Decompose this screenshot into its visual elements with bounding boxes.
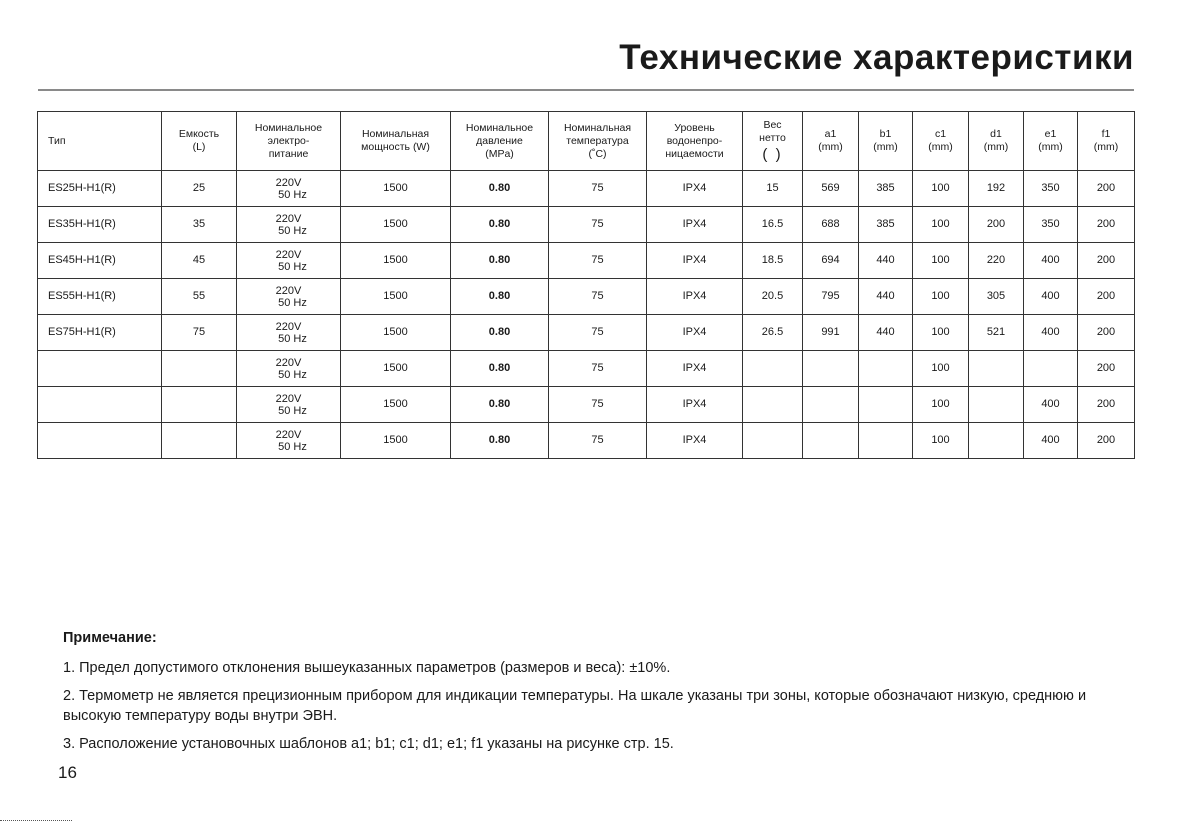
header-e1: e1 (mm) (1024, 112, 1078, 171)
cell-c1: 100 (913, 387, 969, 423)
header-b1: b1 (mm) (859, 112, 913, 171)
cell-power: 1500 (341, 315, 451, 351)
cell-pressure: 0.80 (451, 387, 549, 423)
cell-e1: 350 (1024, 207, 1078, 243)
cell-frequency: 50 Hz (278, 404, 307, 417)
header-pressure: Номинальное давление (MPa) (451, 112, 549, 171)
table-row (38, 351, 1135, 387)
cell-ip: IPX4 (647, 243, 743, 279)
cell-voltage: 220V (275, 212, 302, 225)
cell-pressure: 0.80 (451, 423, 549, 459)
cell-power: 1500 (341, 243, 451, 279)
cell-ip: IPX4 (647, 315, 743, 351)
cell-temp: 75 (549, 387, 647, 423)
note-1: 1. Предел допустимого отклонения вышеуказанных параметров (размеров и веса): ±10%. (63, 660, 671, 676)
header-waterproof: Уровень водонепро- ницаемости (647, 112, 743, 171)
cell-a1 (803, 423, 859, 459)
cell-power-supply (237, 279, 341, 315)
cell-pressure: 0.80 (451, 315, 549, 351)
cell-ip: IPX4 (647, 351, 743, 387)
cell-e1: 400 (1024, 243, 1078, 279)
cell-power: 1500 (341, 171, 451, 207)
cell-c1: 100 (913, 315, 969, 351)
cell-temp: 75 (549, 315, 647, 351)
cell-capacity: 75 (162, 315, 237, 351)
cell-temp: 75 (549, 243, 647, 279)
table-row (38, 423, 1135, 459)
cell-capacity (162, 387, 237, 423)
note-2: 2. Термометр не является прецизионным прибором для индикации температуры. На шкале указаны три зоны, которые обозначают низкую, среднюю и высокую температуру воды внутри ЭВН. (63, 688, 1087, 724)
cell-pressure: 0.80 (451, 171, 549, 207)
table-row (38, 207, 1135, 243)
cell-d1: 521 (969, 315, 1024, 351)
cell-f1: 200 (1078, 243, 1135, 279)
header-f1: f1 (mm) (1078, 112, 1135, 171)
cell-b1: 440 (859, 315, 913, 351)
cell-d1 (969, 387, 1024, 423)
cell-temp: 75 (549, 423, 647, 459)
cell-type: ES45H-H1(R) (38, 243, 162, 279)
cell-b1: 440 (859, 243, 913, 279)
table-body (38, 171, 1135, 459)
cell-weight: 20.5 (743, 279, 803, 315)
cell-a1: 991 (803, 315, 859, 351)
page-title: Технические характеристики (619, 38, 1134, 77)
cell-b1 (859, 387, 913, 423)
cell-power: 1500 (341, 423, 451, 459)
cell-power-supply (237, 315, 341, 351)
cell-type: ES55H-H1(R) (38, 279, 162, 315)
header-capacity: Емкость (L) (162, 112, 237, 171)
cell-c1: 100 (913, 207, 969, 243)
cell-f1: 200 (1078, 387, 1135, 423)
page-number: 16 (58, 763, 77, 782)
cell-e1: 400 (1024, 423, 1078, 459)
cell-weight: 15 (743, 171, 803, 207)
table-header-row (38, 112, 1135, 171)
cell-b1: 385 (859, 171, 913, 207)
table-row (38, 279, 1135, 315)
cell-f1: 200 (1078, 207, 1135, 243)
cell-e1 (1024, 351, 1078, 387)
cell-weight: 16.5 (743, 207, 803, 243)
table-row (38, 171, 1135, 207)
cell-e1: 350 (1024, 171, 1078, 207)
cell-ip: IPX4 (647, 171, 743, 207)
cell-type (38, 387, 162, 423)
cell-ip: IPX4 (647, 387, 743, 423)
cell-temp: 75 (549, 279, 647, 315)
cell-frequency: 50 Hz (278, 188, 307, 201)
cell-capacity: 55 (162, 279, 237, 315)
cell-d1: 200 (969, 207, 1024, 243)
cell-power-supply (237, 243, 341, 279)
cell-type (38, 423, 162, 459)
header-type: Тип (38, 112, 162, 171)
cell-power: 1500 (341, 351, 451, 387)
cell-e1: 400 (1024, 387, 1078, 423)
note-3: 3. Расположение установочных шаблонов a1; b1; c1; d1; e1; f1 указаны на рисунке стр. 15. (63, 736, 674, 752)
cell-voltage: 220V (275, 176, 302, 189)
cell-b1 (859, 423, 913, 459)
cell-weight: 18.5 (743, 243, 803, 279)
cell-f1: 200 (1078, 171, 1135, 207)
title-divider (38, 89, 1134, 91)
cell-voltage: 220V (275, 356, 302, 369)
header-weight: Вес нетто ( ) (743, 112, 803, 171)
cell-a1: 795 (803, 279, 859, 315)
cell-f1: 200 (1078, 423, 1135, 459)
cell-weight (743, 387, 803, 423)
cell-temp: 75 (549, 351, 647, 387)
header-c1: c1 (mm) (913, 112, 969, 171)
cell-capacity: 35 (162, 207, 237, 243)
cell-type: ES75H-H1(R) (38, 315, 162, 351)
cell-pressure: 0.80 (451, 207, 549, 243)
cell-ip: IPX4 (647, 207, 743, 243)
header-power: Номинальная мощность (W) (341, 112, 451, 171)
header-power-supply: Номинальное электро- питание (237, 112, 341, 171)
header-temperature: Номинальная температура (˚C) (549, 112, 647, 171)
cell-frequency: 50 Hz (278, 260, 307, 273)
cell-e1: 400 (1024, 279, 1078, 315)
cell-f1: 200 (1078, 351, 1135, 387)
cell-c1: 100 (913, 171, 969, 207)
cell-a1 (803, 387, 859, 423)
cell-d1 (969, 423, 1024, 459)
cell-power-supply (237, 351, 341, 387)
cell-voltage: 220V (275, 392, 302, 405)
cell-c1: 100 (913, 279, 969, 315)
cell-a1: 694 (803, 243, 859, 279)
cell-temp: 75 (549, 171, 647, 207)
cell-type: ES25H-H1(R) (38, 171, 162, 207)
cell-power-supply (237, 171, 341, 207)
cell-d1: 192 (969, 171, 1024, 207)
cell-capacity (162, 351, 237, 387)
cell-power: 1500 (341, 387, 451, 423)
cell-d1 (969, 351, 1024, 387)
specifications-table (37, 111, 1135, 459)
cell-weight (743, 351, 803, 387)
cell-frequency: 50 Hz (278, 368, 307, 381)
cell-c1: 100 (913, 423, 969, 459)
notes-heading: Примечание: (63, 630, 157, 646)
table-row (38, 243, 1135, 279)
cell-capacity: 45 (162, 243, 237, 279)
header-d1: d1 (mm) (969, 112, 1024, 171)
cell-power: 1500 (341, 279, 451, 315)
cell-a1 (803, 351, 859, 387)
cell-c1: 100 (913, 243, 969, 279)
cell-capacity (162, 423, 237, 459)
cell-voltage: 220V (275, 320, 302, 333)
cell-temp: 75 (549, 207, 647, 243)
cell-frequency: 50 Hz (278, 332, 307, 345)
cell-power: 1500 (341, 207, 451, 243)
cell-type: ES35H-H1(R) (38, 207, 162, 243)
cell-d1: 220 (969, 243, 1024, 279)
cell-b1: 385 (859, 207, 913, 243)
cell-weight (743, 423, 803, 459)
cell-voltage: 220V (275, 284, 302, 297)
cell-frequency: 50 Hz (278, 440, 307, 453)
cell-pressure: 0.80 (451, 243, 549, 279)
table-row (38, 315, 1135, 351)
cell-type (38, 351, 162, 387)
notes-section (63, 628, 1143, 762)
footer-dotted-rule (0, 820, 72, 821)
cell-frequency: 50 Hz (278, 224, 307, 237)
cell-voltage: 220V (275, 248, 302, 261)
header-a1: a1 (mm) (803, 112, 859, 171)
cell-weight: 26.5 (743, 315, 803, 351)
table-row (38, 387, 1135, 423)
cell-e1: 400 (1024, 315, 1078, 351)
cell-voltage: 220V (275, 428, 302, 441)
cell-power-supply (237, 207, 341, 243)
cell-b1: 440 (859, 279, 913, 315)
cell-capacity: 25 (162, 171, 237, 207)
cell-frequency: 50 Hz (278, 296, 307, 309)
cell-f1: 200 (1078, 315, 1135, 351)
cell-pressure: 0.80 (451, 351, 549, 387)
cell-d1: 305 (969, 279, 1024, 315)
cell-a1: 569 (803, 171, 859, 207)
cell-c1: 100 (913, 351, 969, 387)
cell-f1: 200 (1078, 279, 1135, 315)
cell-power-supply (237, 423, 341, 459)
cell-b1 (859, 351, 913, 387)
cell-a1: 688 (803, 207, 859, 243)
cell-ip: IPX4 (647, 279, 743, 315)
cell-pressure: 0.80 (451, 279, 549, 315)
cell-ip: IPX4 (647, 423, 743, 459)
cell-power-supply (237, 387, 341, 423)
